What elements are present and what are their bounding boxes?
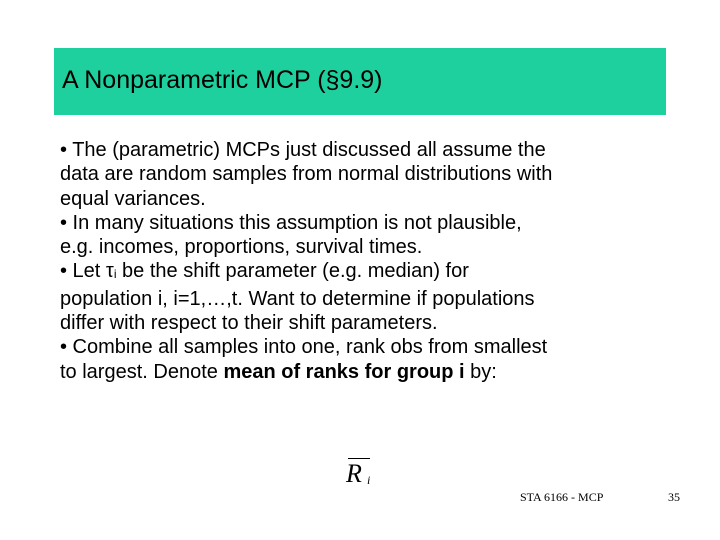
footer-course: STA 6166 - MCP [520, 490, 604, 504]
slide-title: A Nonparametric MCP (§9.9) [62, 66, 383, 94]
bullet-1-line-2: data are random samples from normal distributions with [60, 163, 553, 186]
title-bar [54, 48, 666, 115]
bullet-2-line-2: e.g. incomes, proportions, survival times. [60, 236, 423, 259]
tau-subscript: i [113, 267, 117, 282]
bullet-4-text-pre: to largest. Denote [60, 360, 224, 383]
bullet-3-text-post: be the shift parameter (e.g. median) for [116, 260, 469, 283]
slide-body [60, 138, 660, 384]
formula-subscript: i [367, 473, 371, 487]
bullet-3-line-3: differ with respect to their shift parameters. [60, 312, 438, 335]
bullet-3-text-pre: • Let τ [60, 260, 114, 283]
bullet-1-line-3: equal variances. [60, 187, 206, 210]
mean-rank-formula [343, 452, 383, 492]
bullet-4-text-post: by: [464, 360, 497, 383]
bullet-4-line-2 [60, 360, 660, 384]
page-number: 35 [668, 490, 680, 504]
bullet-1-line-1: • The (parametric) MCPs just discussed all assume the [60, 139, 546, 161]
bullet-2-line-1: • In many situations this assumption is not plausible, [60, 211, 522, 234]
bullet-4-bold-text: mean of ranks for group i [223, 360, 465, 383]
formula-symbol: R [346, 459, 362, 488]
bullet-4-line-1: • Combine all samples into one, rank obs from smallest [60, 336, 548, 359]
bullet-3-line-2: population i, i=1,…,t. Want to determine if populations [60, 287, 535, 310]
bullet-3-line-1 [60, 259, 660, 286]
